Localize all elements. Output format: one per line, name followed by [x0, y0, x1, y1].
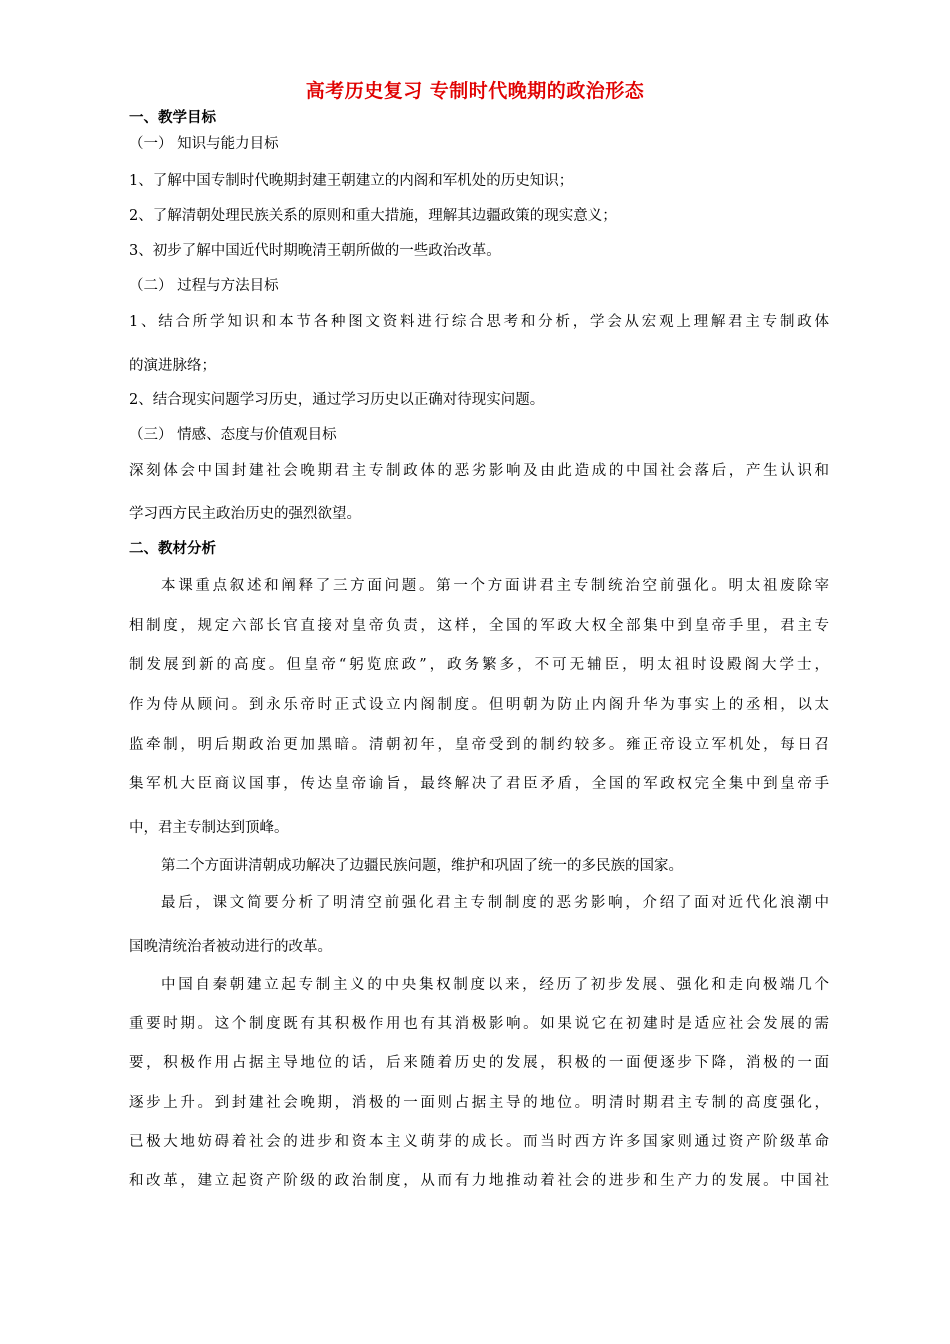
goal-item-line: 1、结合所学知识和本节各种图文资料进行综合思考和分析，学会从宏观上理解君主专制政体	[129, 314, 829, 330]
paragraph-line: 学习西方民主政治历史的强烈欲望。	[129, 506, 361, 522]
paragraph-line: 要，积极作用占据主导地位的话，后来随着历史的发展，积极的一面便逐步下降，消极的一面	[129, 1055, 829, 1071]
goal-item: 2、了解清朝处理民族关系的原则和重大措施，理解其边疆政策的现实意义；	[129, 208, 617, 224]
paragraph-line: 中国自秦朝建立起专制主义的中央集权制度以来，经历了初步发展、强化和走向极端几个	[161, 977, 829, 993]
paragraph-line: 本课重点叙述和阐释了三方面问题。第一个方面讲君主专制统治空前强化。明太祖废除宰	[161, 578, 829, 594]
paragraph-line: 中，君主专制达到顶峰。	[129, 820, 289, 836]
paragraph-line: 深刻体会中国封建社会晚期君主专制政体的恶劣影响及由此造成的中国社会落后，产生认识和	[129, 463, 829, 479]
paragraph-line: 已极大地妨碍着社会的进步和资本主义萌芽的成长。而当时西方许多国家则通过资产阶级革命	[129, 1134, 829, 1150]
subheading-emotion-values: （三） 情感、态度与价值观目标	[129, 427, 337, 443]
paragraph-line: 制发展到新的高度。但皇帝“躬览庶政”，政务繁多，不可无辅臣，明太祖时设殿阁大学士，	[129, 657, 829, 673]
paragraph-line: 最后，课文简要分析了明清空前强化君主专制制度的恶劣影响，介绍了面对近代化浪潮中	[161, 895, 829, 911]
document-title: 高考历史复习 专制时代晚期的政治形态	[305, 80, 645, 102]
paragraph-line: 集军机大臣商议国事，传达皇帝谕旨，最终解决了君臣矛盾，全国的军政权完全集中到皇帝手	[129, 776, 829, 792]
paragraph-line: 监牵制，明后期政治更加黑暗。清朝初年，皇帝受到的制约较多。雍正帝设立军机处，每日召	[129, 737, 829, 753]
paragraph-line: 相制度，规定六部长官直接对皇帝负责，这样，全国的军政大权全部集中到皇帝手里，君主专	[129, 618, 829, 634]
paragraph-line: 逐步上升。到封建社会晚期，消极的一面则占据主导的地位。明清时期君主专制的高度强化，	[129, 1095, 829, 1111]
goal-item: 2、结合现实问题学习历史，通过学习历史以正确对待现实问题。	[129, 392, 545, 408]
subheading-knowledge-ability: （一） 知识与能力目标	[129, 136, 279, 152]
section-heading-teaching-goals: 一、教学目标	[129, 110, 216, 126]
paragraph-line: 作为侍从顾问。到永乐帝时正式设立内阁制度。但明朝为防止内阁升华为事实上的丞相，以太	[129, 697, 829, 713]
goal-item: 1、了解中国专制时代晚期封建王朝建立的内阁和军机处的历史知识；	[129, 173, 574, 189]
goal-item: 3、初步了解中国近代时期晚清王朝所做的一些政治改革。	[129, 243, 501, 259]
paragraph-line: 第二个方面讲清朝成功解决了边疆民族问题，维护和巩固了统一的多民族的国家。	[161, 858, 683, 874]
paragraph-line: 和改革，建立起资产阶级的政治制度，从而有力地推动着社会的进步和生产力的发展。中国社	[129, 1173, 829, 1189]
paragraph-line: 国晚清统治者被动进行的改革。	[129, 939, 332, 955]
goal-item-line: 的演进脉络；	[129, 358, 216, 374]
paragraph-line: 重要时期。这个制度既有其积极作用也有其消极影响。如果说它在初建时是适应社会发展的需	[129, 1016, 829, 1032]
subheading-process-method: （二） 过程与方法目标	[129, 278, 279, 294]
section-heading-textbook-analysis: 二、教材分析	[129, 541, 216, 557]
